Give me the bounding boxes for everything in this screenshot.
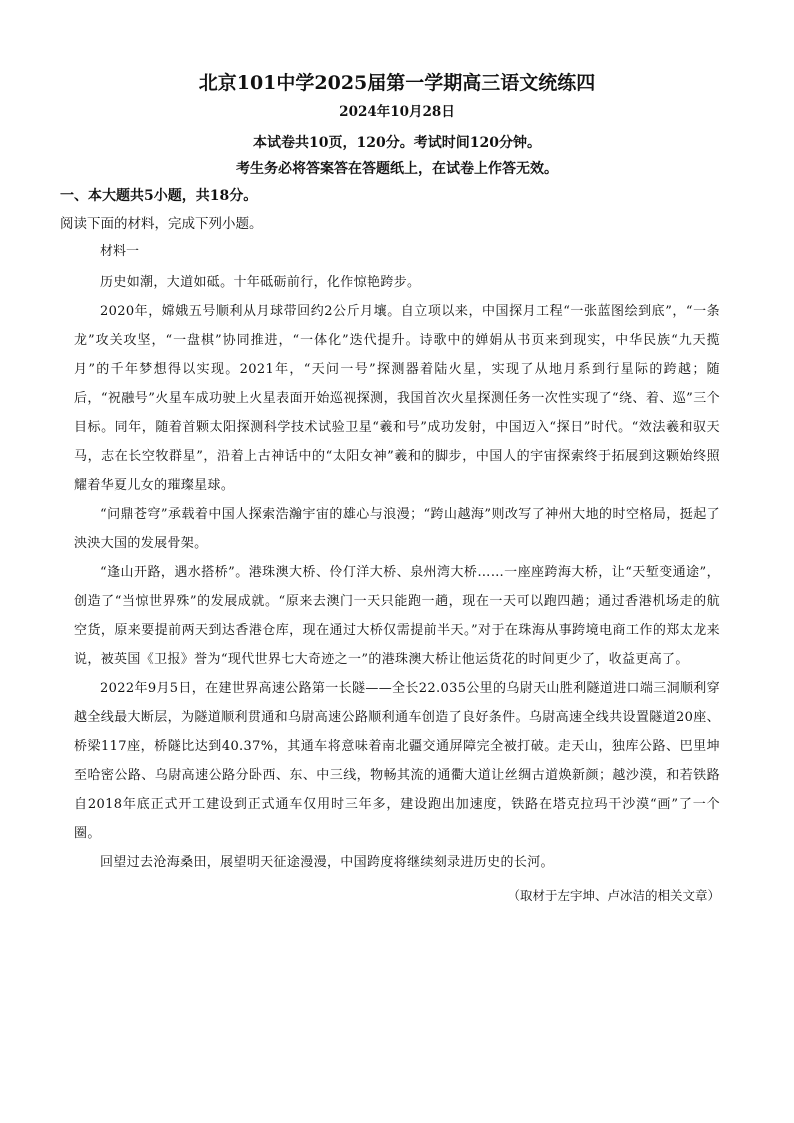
paragraph-3: “问鼎苍穹”承载着中国人探索浩瀚宇宙的雄心与浪漫；“跨山越海”则改写了神州大地的时空格局，挺起了泱泱大国的发展骨架。 [74,507,720,551]
exam-notice-duration: 本试卷共10页，120分。考试时间120分钟。 [253,135,541,151]
paragraph-4: “逢山开路，遇水搭桥”。港珠澳大桥、伶仃洋大桥、泉州湾大桥……一座座跨海大桥，让“天堑变通途”，创造了“当惊世界殊”的发展成就。“原来去澳门一天只能跑一趟，现在一天可以跑四趟；通过香港机场走的航空货，原来要提前两天到达香港仓库，现在通过大桥仅需提前半天。”对于在珠海从事跨境电商工作的郑太龙来说，被英国《卫报》誉为“现代世界七大奇迹之一”的港珠澳大桥让他运货花的时间更少了，收益更高了。 [74,565,720,667]
material-label: 材料一 [100,244,140,259]
paragraph-2: 2020年，嫦娥五号顺利从月球带回约2公斤月壤。自立项以来，中国探月工程“一张蓝图绘到底”，“一条龙”攻关攻坚，“一盘棋”协同推进，“一体化”迭代提升。诗歌中的婵娟从书页来到现实，中华民族“九天揽月”的千年梦想得以实现。2021年，“天问一号”探测器着陆火星，实现了从地月系到行星际的跨越；随后，“祝融号”火星车成功驶上火星表面开始巡视探测，我国首次火星探测任务一次性实现了“绕、着、巡”三个目标。同年，随着首颗太阳探测科学技术试验卫星“羲和号”成功发射，中国迈入“探日”时代。“效法羲和驭天马，志在长空牧群星”，沿着上古神话中的“太阳女神”羲和的脚步，中国人的宇宙探索终于拓展到这颗始终照耀着华夏儿女的璀璨星球。 [74,304,720,493]
reading-instruction: 阅读下面的材料，完成下列小题。 [60,216,263,232]
section-heading: 一、本大题共5小题，共18分。 [60,188,258,204]
paragraph-6: 回望过去沧海桑田，展望明天征途漫漫，中国跨度将继续刻录进历史的长河。 [100,855,554,870]
exam-title: 北京101中学2025届第一学期高三语文统练四 [198,72,596,94]
paragraph-5: 2022年9月5日，在建世界高速公路第一长隧——全长22.035公里的乌尉天山胜利隧道进口端三洞顺利穿越全线最大断层，为隧道顺利贯通和乌尉高速公路顺利通车创造了良好条件。乌尉高速全线共设置隧道20座、桥梁117座，桥隧比达到40.37%，其通车将意味着南北疆交通屏障完全被打破。走天山，独库公路、巴里坤至哈密公路、乌尉高速公路分卧西、东、中三线，物畅其流的通衢大道让丝绸古道焕新颜；越沙漠，和若铁路自2018年底正式开工建设到正式通车仅用时三年多，建设跑出加速度，铁路在塔克拉玛干沙漠“画”了一个圈。 [74,681,720,841]
exam-notice-answer: 考生务必将答案答在答题纸上，在试卷上作答无效。 [236,161,558,177]
material-body [74,268,720,877]
exam-date: 2024年10月28日 [339,104,455,120]
paragraph-1: 历史如潮，大道如砥。十年砥砺前行，化作惊艳跨步。 [100,275,421,290]
source-note: （取材于左宇坤、卢冰洁的相关文章） [507,888,720,903]
